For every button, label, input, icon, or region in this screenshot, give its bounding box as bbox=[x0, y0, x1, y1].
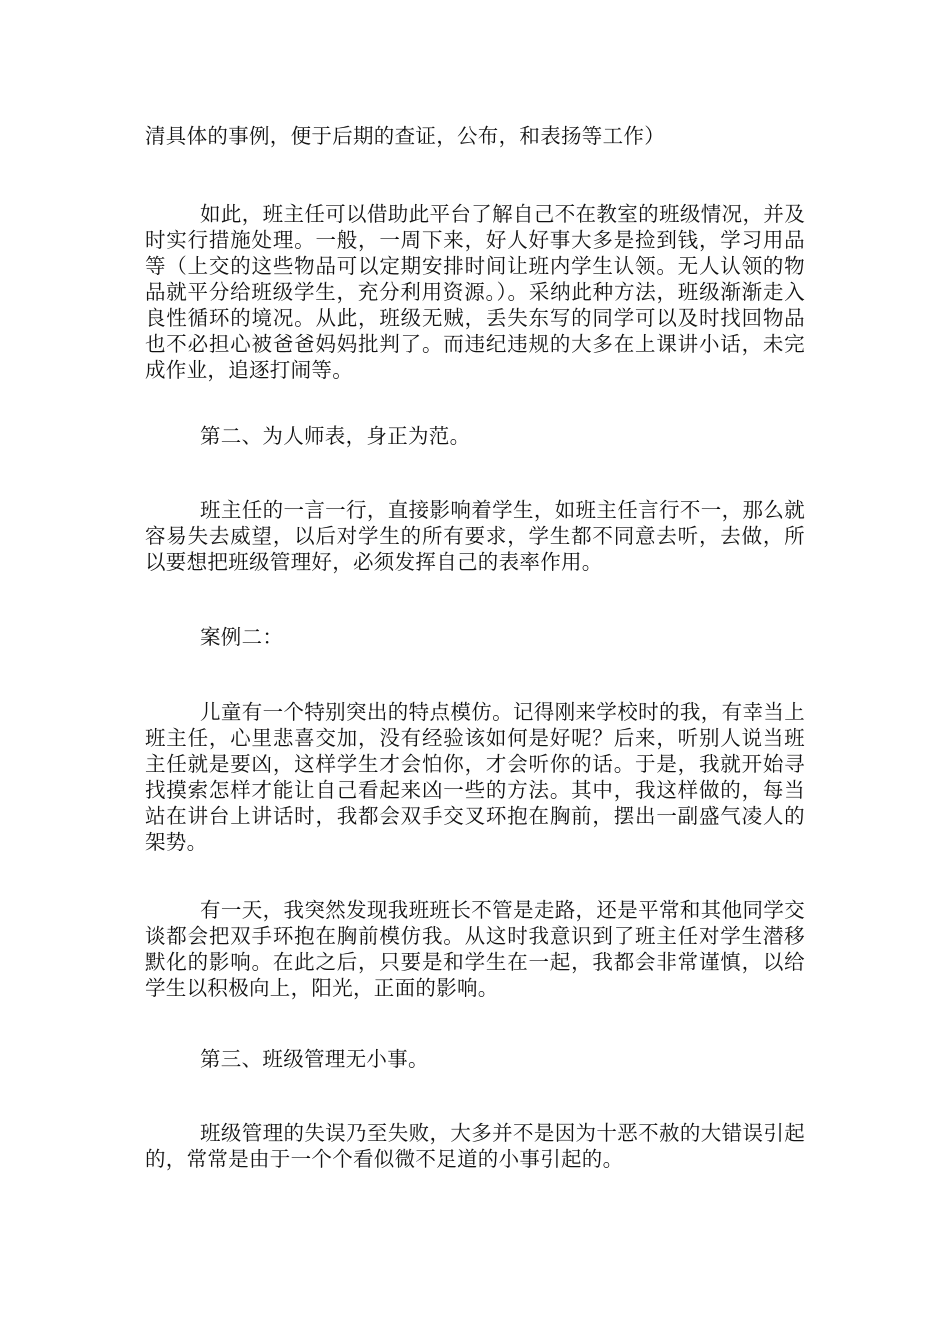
section-heading-three: 第三、班级管理无小事。 bbox=[200, 1047, 429, 1071]
paragraph-case-story: 儿童有一个特别突出的特点模仿。记得刚来学校时的我，有幸当上班主任，心里悲喜交加，没有经验该如何是好呢？后来，听别人说当班主任就是要凶，这样学生才会怕你，才会听你的话。于是，我就开始寻找摸索怎样才能让自己看起来凶一些的方法。其中，我这样做的，每当站在讲台上讲话时，我都会双手交叉环抱在胸前，摆出一副盛气凌人的架势。 bbox=[145, 700, 805, 854]
case-heading-two: 案例二： bbox=[200, 625, 284, 649]
paragraph-small-matters: 班级管理的失误乃至失败，大多并不是因为十恶不赦的大错误引起的，常常是由于一个个看似微不足道的小事引起的。 bbox=[145, 1121, 805, 1171]
paragraph-class-platform: 如此，班主任可以借助此平台了解自己不在教室的班级情况，并及时实行措施处理。一般，一周下来，好人好事大多是捡到钱，学习用品等（上交的这些物品可以定期安排时间让班内学生认领。无人认领的物品就平分给班级学生，充分利用资源。）。采纳此种方法，班级渐渐走入良性循环的境况。从此，班级无贼，丢失东写的同学可以及时找回物品也不必担心被爸爸妈妈批判了。而违纪违规的大多在上课讲小话，未完成作业，追逐打闹等。 bbox=[145, 202, 805, 382]
paragraph-continuation: 清具体的事例，便于后期的查证，公布，和表扬等工作） bbox=[145, 124, 665, 148]
paragraph-case-reflection: 有一天，我突然发现我班班长不管是走路，还是平常和其他同学交谈都会把双手环抱在胸前模仿我。从这时我意识到了班主任对学生潜移默化的影响。在此之后，只要是和学生在一起，我都会非常谨慎，以给学生以积极向上，阳光，正面的影响。 bbox=[145, 898, 805, 1000]
section-heading-two: 第二、为人师表，身正为范。 bbox=[200, 424, 471, 448]
paragraph-teacher-example: 班主任的一言一行，直接影响着学生，如班主任言行不一，那么就容易失去威望，以后对学生的所有要求，学生都不同意去听，去做，所以要想把班级管理好，必须发挥自己的表率作用。 bbox=[145, 498, 805, 574]
